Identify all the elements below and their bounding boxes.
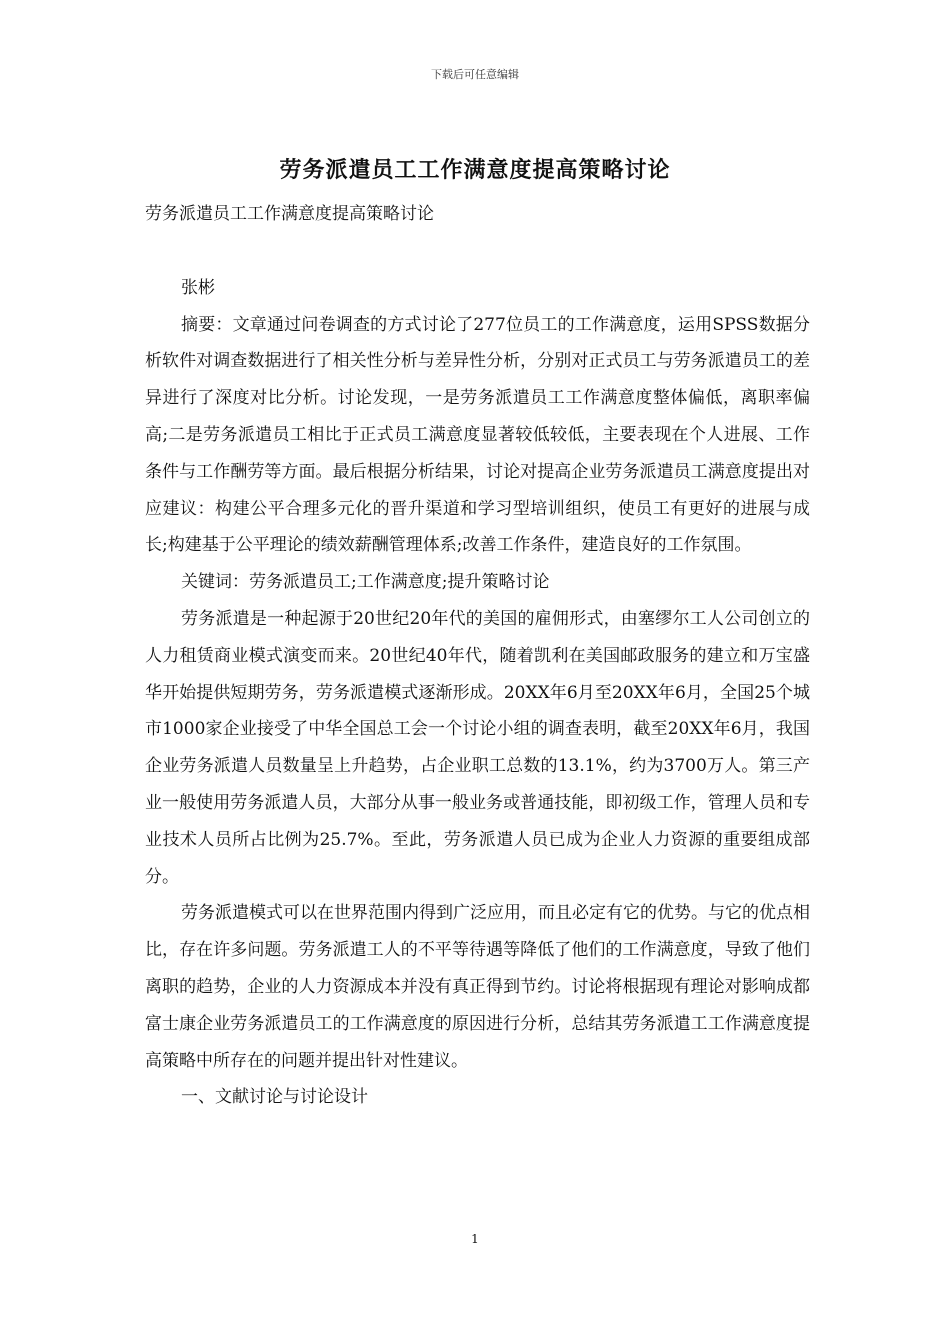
author-name: 张彬 bbox=[181, 277, 215, 298]
section-heading: 一、文献讨论与讨论设计 bbox=[181, 1087, 368, 1108]
header-note: 下载后可任意编辑 bbox=[431, 68, 519, 81]
keywords-line: 关键词：劳务派遣员工;工作满意度;提升策略讨论 bbox=[181, 572, 550, 593]
document-body bbox=[145, 196, 810, 1116]
body-paragraph-2: 劳务派遣模式可以在世界范围内得到广泛应用，而且必定有它的优势。与它的优点相比，存在许多问题。劳务派遣工人的不平等待遇等降低了他们的工作满意度，导致了他们离职的趋势，企业的人力资源成本并没有真正得到节约。讨论将根据现有理论对影响成都富士康企业劳务派遣员工的工作满意度的原因进行分析，总结其劳务派遣工工作满意度提高策略中所存在的问题并提出针对性建议。 bbox=[145, 903, 810, 1071]
abstract-paragraph: 摘要：文章通过问卷调查的方式讨论了277位员工的工作满意度，运用SPSS数据分析软件对调查数据进行了相关性分析与差异性分析，分别对正式员工与劳务派遣员工的差异进行了深度对比分析。讨论发现，一是劳务派遣员工工作满意度整体偏低，离职率偏高;二是劳务派遣员工相比于正式员工满意度显著较低较低，主要表现在个人进展、工作条件与工作酬劳等方面。最后根据分析结果，讨论对提高企业劳务派遣员工满意度提出对应建议：构建公平合理多元化的晋升渠道和学习型培训组织，使员工有更好的进展与成长;构建基于公平理论的绩效薪酬管理体系;改善工作条件，建造良好的工作氛围。 bbox=[145, 314, 810, 556]
body-paragraph-1: 劳务派遣是一种起源于20世纪20年代的美国的雇佣形式，由塞缪尔工人公司创立的人力租赁商业模式演变而来。20世纪40年代，随着凯利在美国邮政服务的建立和万宝盛华开始提供短期劳务，劳务派遣模式逐渐形成。20XX年6月至20XX年6月，全国25个城市1000家企业接受了中华全国总工会一个讨论小组的调查表明，截至20XX年6月，我国企业劳务派遣人员数量呈上升趋势，占企业职工总数的13.1%，约为3700万人。第三产业一般使用劳务派遣人员，大部分从事一般业务或普通技能，即初级工作，管理人员和专业技术人员所占比例为25.7%。至此，劳务派遣人员已成为企业人力资源的重要组成部分。 bbox=[145, 608, 810, 887]
blank-line bbox=[145, 233, 810, 270]
page-number: 1 bbox=[471, 1232, 479, 1246]
document-subtitle: 劳务派遣员工工作满意度提高策略讨论 bbox=[145, 204, 434, 224]
document-title: 劳务派遣员工工作满意度提高策略讨论 bbox=[279, 157, 671, 183]
